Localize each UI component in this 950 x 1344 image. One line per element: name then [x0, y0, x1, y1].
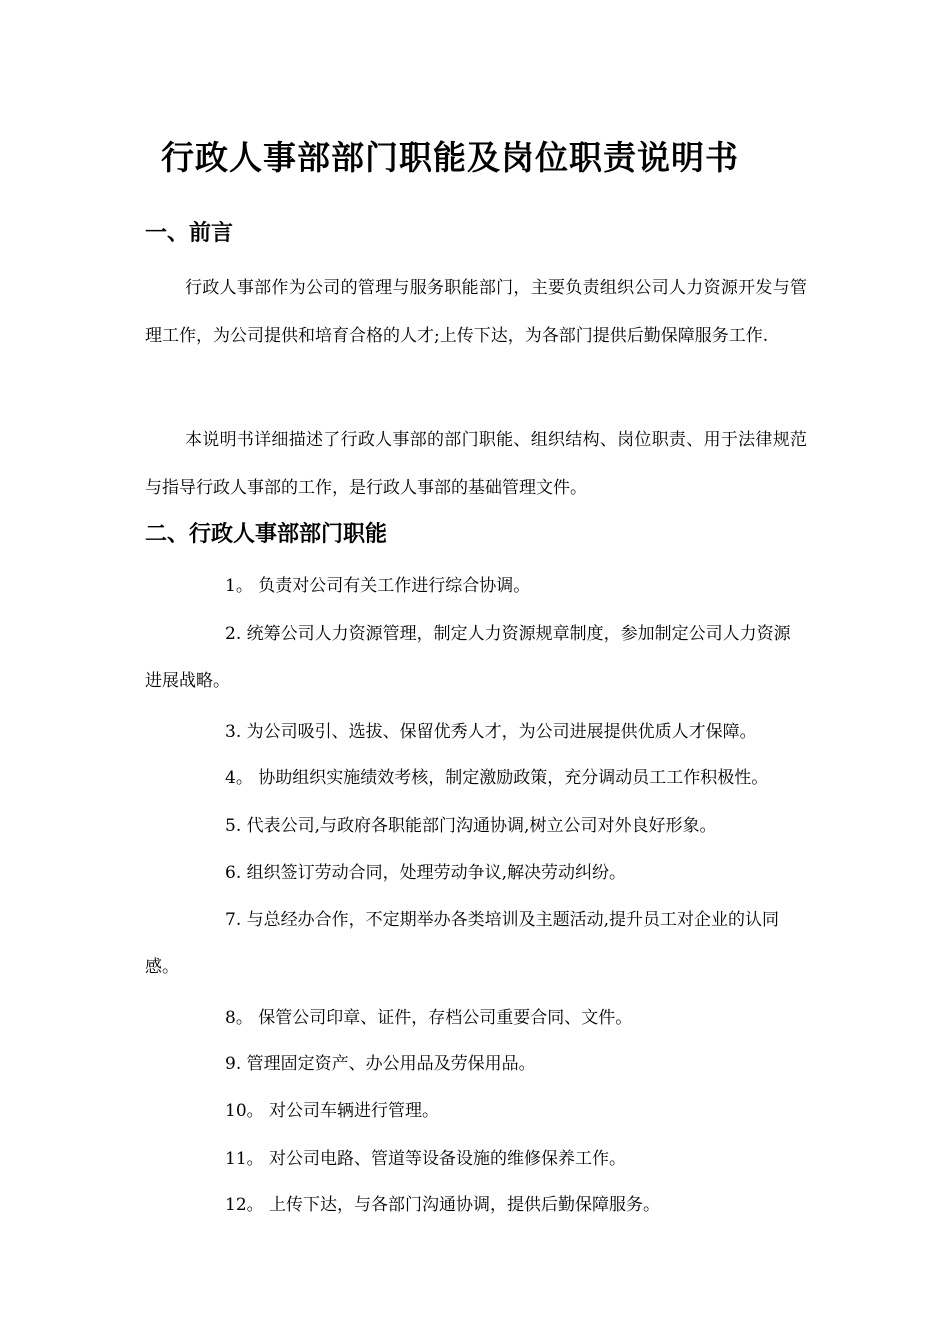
list-item-number: 12。: [225, 1195, 264, 1215]
list-item-number: 11。: [225, 1149, 264, 1169]
function-list-item: [145, 1182, 807, 1229]
function-list-item: [145, 1136, 807, 1183]
function-list-item: [145, 755, 807, 802]
function-list-item: [145, 611, 807, 705]
list-item-text: 保管公司印章、证件，存档公司重要合同、文件。: [252, 1008, 633, 1028]
list-item-text: 为公司吸引、选拔、保留优秀人才，为公司进展提供优质人才保障。: [246, 722, 757, 742]
function-list-item: [145, 1041, 807, 1088]
list-item-text: 组织签订劳动合同，处理劳动争议,解决劳动纠纷。: [246, 863, 627, 883]
list-item-text: 负责对公司有关工作进行综合协调。: [252, 576, 531, 596]
list-item-number: 10。: [225, 1101, 264, 1121]
list-item-text: 对公司车辆进行管理。: [263, 1101, 440, 1121]
preface-paragraph: 行政人事部作为公司的管理与服务职能部门，主要负责组织公司人力资源开发与管理工作，为公司提供和培育合格的人才;上传下达，为各部门提供后勤保障服务工作.: [145, 278, 807, 346]
list-item-number: 2.: [225, 624, 242, 644]
list-item-number: 7.: [225, 910, 242, 930]
list-item-text: 与总经办合作，不定期举办各类培训及主题活动,提升员工对企业的认同感。: [145, 910, 780, 977]
list-item-number: 4。: [225, 768, 253, 788]
function-list-item: [145, 897, 807, 991]
function-list-item: [145, 563, 807, 610]
function-list-item: [145, 803, 807, 850]
function-list-item: [145, 850, 807, 897]
list-item-text: 代表公司,与政府各职能部门沟通协调,树立公司对外良好形象。: [246, 816, 717, 836]
preface-paragraph: 本说明书详细描述了行政人事部的部门职能、组织结构、岗位职责、用于法律规范与指导行政人事部的工作，是行政人事部的基础管理文件。: [145, 430, 807, 498]
function-list-item: [145, 1088, 807, 1135]
list-item-text: 上传下达，与各部门沟通协调，提供后勤保障服务。: [263, 1195, 661, 1215]
function-list-item: [145, 995, 807, 1042]
list-item-text: 协助组织实施绩效考核，制定激励政策，充分调动员工工作积极性。: [252, 768, 769, 788]
section-heading-preface: 一、前言: [145, 221, 234, 246]
list-item-number: 9.: [225, 1054, 242, 1074]
list-item-text: 管理固定资产、办公用品及劳保用品。: [246, 1054, 536, 1074]
list-item-number: 8。: [225, 1008, 253, 1028]
section-heading-functions: 二、行政人事部部门职能: [145, 522, 388, 547]
function-list-item: [145, 709, 807, 756]
list-item-number: 5.: [225, 816, 242, 836]
document-title: 行政人事部部门职能及岗位职责说明书: [161, 138, 739, 177]
list-item-text: 统筹公司人力资源管理，制定人力资源规章制度，参加制定公司人力资源进展战略。: [145, 624, 791, 691]
list-item-number: 3.: [225, 722, 242, 742]
list-item-number: 6.: [225, 863, 242, 883]
list-item-text: 对公司电路、管道等设备设施的维修保养工作。: [263, 1149, 627, 1169]
list-item-number: 1。: [225, 576, 253, 596]
